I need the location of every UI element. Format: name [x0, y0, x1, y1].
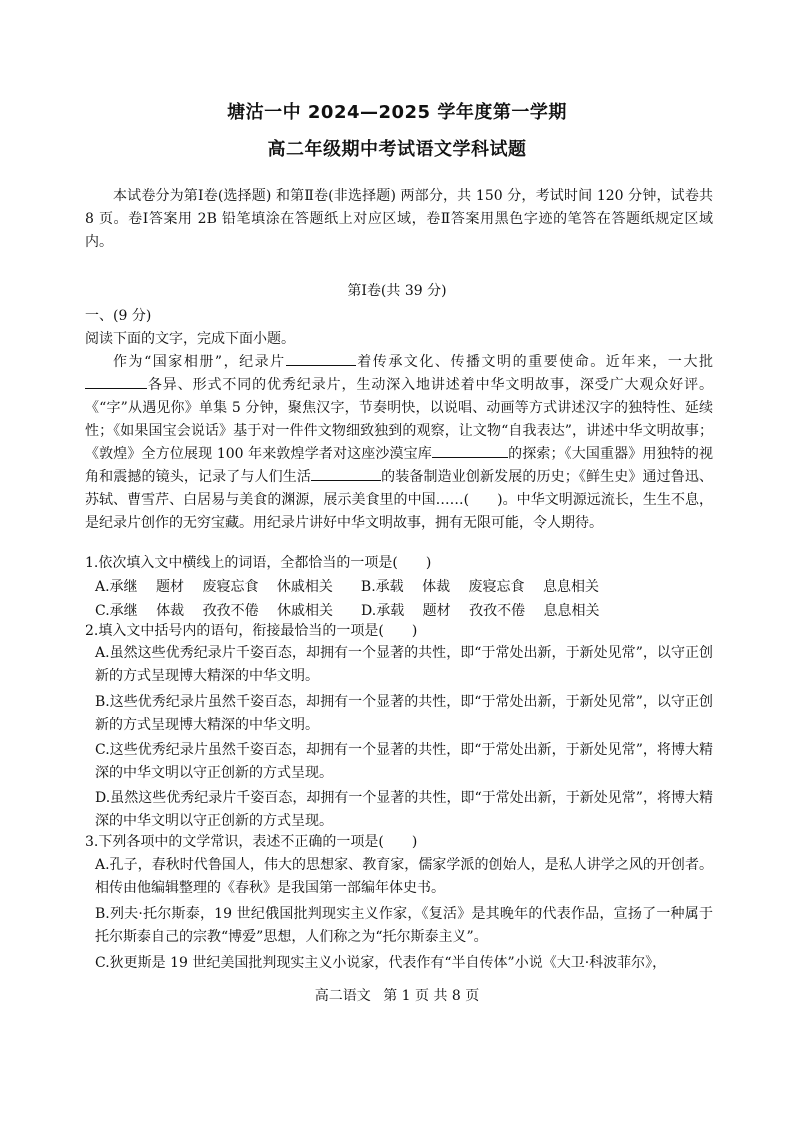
question-2-option-a: A.虽然这些优秀纪录片千姿百态，却拥有一个显著的共性，即“于常处出新，于新处见常”，以守正创新的方式呈现博大精深的中华文明。: [95, 645, 713, 684]
blank-3: [432, 443, 508, 458]
exam-title-school: 塘沽一中 2024—2025 学年度第一学期: [227, 102, 567, 123]
passage-text: 作为“国家相册”，纪录片: [113, 354, 286, 370]
question-2-option-b: B.这些优秀纪录片虽然千姿百态，却拥有一个显著的共性，即“于常处出新，于新处见常”，以守正创新的方式呈现博大精深的中华文明。: [95, 694, 713, 733]
question-3-stem: 3.下列各项中的文学常识，表述不正确的一项是( ): [85, 834, 418, 850]
blank-1: [286, 351, 356, 366]
question-3-option-c: C.狄更斯是 19 世纪美国批判现实主义小说家，代表作有“半自传体”小说《大卫·科波菲尔》，: [95, 955, 667, 971]
footer-page-number: 第 1 页 共 8 页: [383, 988, 480, 1004]
question-1-options-row1: A.承继 题材 废寝忘食 休戚相关 B.承载 体裁 废寝忘食 息息相关: [95, 579, 599, 595]
question-3-option-b: B.列夫·托尔斯泰，19 世纪俄国批判现实主义作家，《复活》是其晚年的代表作品，宣扬了一种属于托尔斯泰自己的宗教“博爱”思想，人们称之为“托尔斯泰主义”。: [95, 906, 713, 945]
reading-passage: [85, 351, 713, 535]
part-heading: 一、(9 分): [85, 308, 152, 324]
passage-text: 的探索；《大国重器》用独特的视角和震撼的镜头，记录了与人们生活: [85, 446, 714, 485]
blank-4: [311, 466, 381, 481]
exam-title-subject: 高二年级期中考试语文学科试题: [267, 139, 527, 160]
question-1-stem: 1.依次填入文中横线上的词语，全都恰当的一项是( ): [85, 555, 432, 571]
page-footer: [0, 985, 794, 1005]
question-2-stem: 2.填入文中括号内的语句，衔接最恰当的一项是( ): [85, 623, 418, 639]
question-1-options-row2: C.承继 体裁 孜孜不倦 休戚相关 D.承载 题材 孜孜不倦 息息相关: [95, 603, 600, 619]
question-2-option-d: D.虽然这些优秀纪录片千姿百态，却拥有一个显著的共性，即“于常处出新，于新处见常”，将博大精深的中华文明以守正创新的方式呈现。: [95, 790, 713, 829]
passage-text: 着传承文化、传播文明的重要使命。近年来，一大批: [355, 354, 713, 370]
reading-instruction: 阅读下面的文字，完成下面小题。: [85, 331, 295, 347]
exam-instructions: 本试卷分为第Ⅰ卷(选择题) 和第Ⅱ卷(非选择题) 两部分，共 150 分，考试时间 120 分钟，试卷共 8 页。卷Ⅰ答案用 2B 铅笔填涂在答题纸上对应区域，卷Ⅱ答案用黑色字迹的笔答在答题纸规定区域内。: [85, 188, 713, 250]
passage-text: 各异、形式不同的优秀纪录片，生动深入地讲述着中华文明故事，深受广大观众好评。《“字”从遇见你》单集 5 分钟，聚焦汉字，节奏明快，以说唱、动画等方式讲述汉字的独特性、延续性；《如果国宝会说话》基于对一件件文物细致独到的观察，让文物“自我表达”，讲述中华文明故事；《敦煌》全方位展现 100 年来敦煌学者对这座沙漠宝库: [85, 377, 713, 462]
footer-subject: 高二语文: [314, 988, 371, 1004]
question-3-option-a: A.孔子，春秋时代鲁国人，伟大的思想家、教育家，儒家学派的创始人，是私人讲学之风的开创者。相传由他编辑整理的《春秋》是我国第一部编年体史书。: [95, 857, 713, 896]
section-title: 第Ⅰ卷(共 39 分): [347, 283, 447, 299]
question-2-option-c: C.这些优秀纪录片虽然千姿百态，却拥有一个显著的共性，即“于常处出新，于新处见常”，将博大精深的中华文明以守正创新的方式呈现。: [95, 742, 713, 781]
passage-text: 的装备制造业创新发展的历史；《鲜生史》通过鲁迅、苏轼、曹雪芹、白居易与美食的渊源，展示美食里的中国……( )。中华文明源远流长，生生不息，是纪录片创作的无穷宝藏。用纪录片讲好中华文明故事，拥有无限可能，令人期待。: [85, 469, 713, 531]
blank-2: [85, 374, 147, 389]
